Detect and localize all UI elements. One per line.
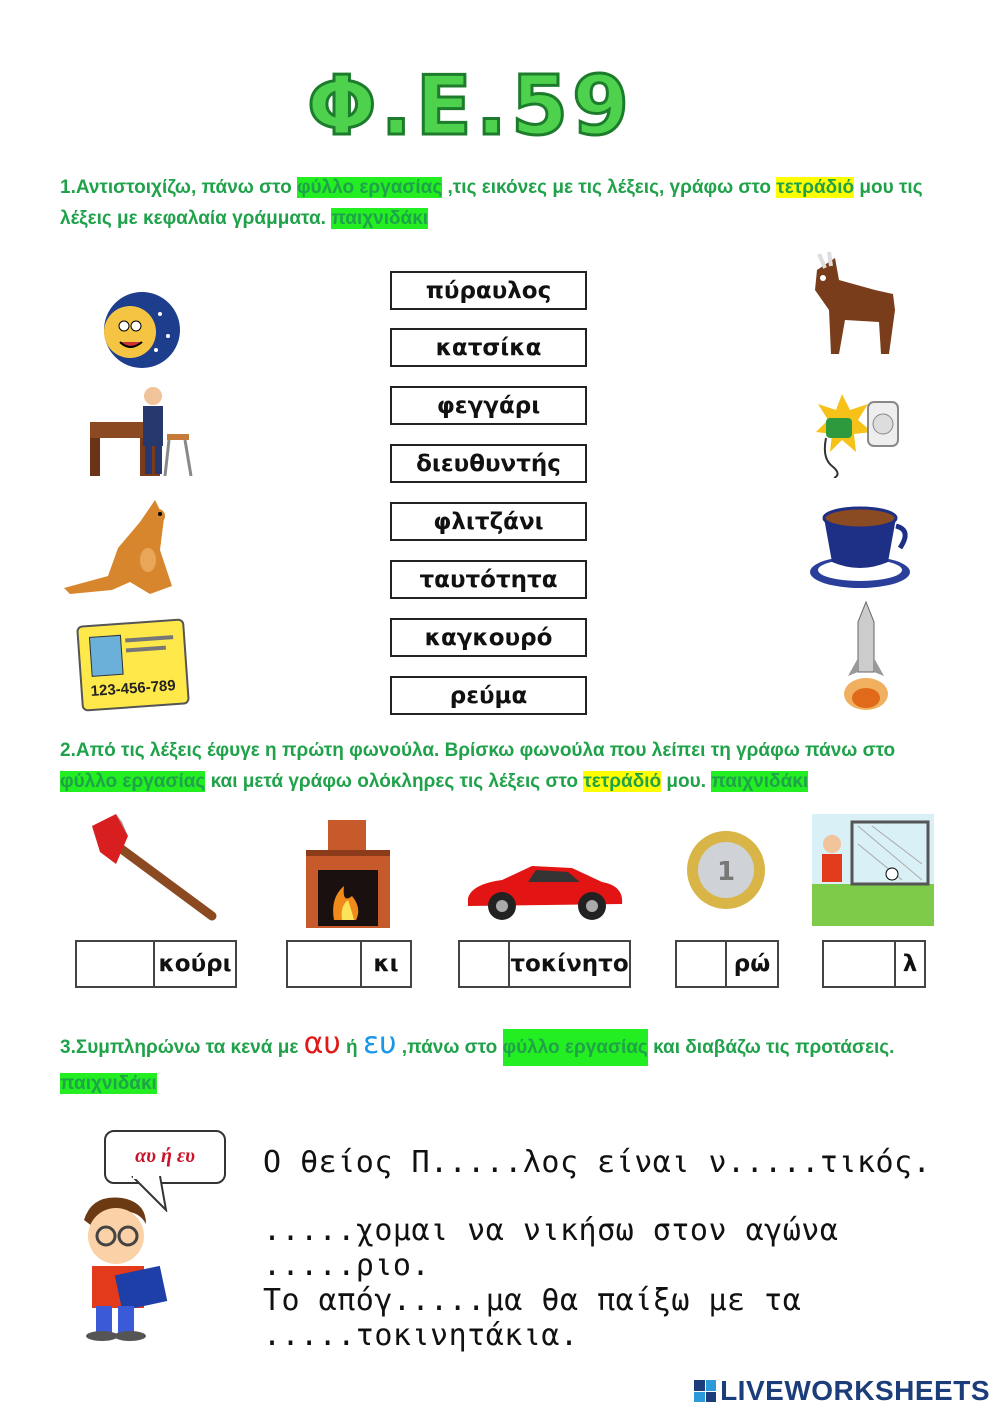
word-box-7[interactable]: καγκουρό [390, 618, 587, 657]
boy-reading-picture [62, 1190, 174, 1342]
director-picture [85, 382, 195, 482]
moon-picture [100, 288, 185, 373]
cup-picture [808, 496, 913, 592]
sentence-3: Το απόγ.....μα θα παίξω με τα .....τοκινητάκια. [263, 1283, 802, 1353]
answer-row-4 [675, 940, 779, 988]
answer-blank-2[interactable] [288, 942, 362, 986]
instruction-1: 1.Αντιστοιχίζω, πάνω στο φύλλο εργασίας ,τις εικόνες με τις λέξεις, γράφω στο τετράδιό μου τις λέξεις με κεφαλαία γράμματα. παιχνιδάκι [60, 177, 923, 229]
answer-suffix-3: τοκίνητο [510, 951, 629, 977]
svg-text:1: 1 [716, 857, 736, 887]
word-box-8[interactable]: ρεύμα [390, 676, 587, 715]
answer-blank-1[interactable] [77, 942, 155, 986]
word-box-3[interactable]: φεγγάρι [390, 386, 587, 425]
notebook-highlight-2: τετράδιό [583, 771, 662, 792]
id-card-picture [76, 618, 190, 711]
link-worksheet-3[interactable]: φύλλο εργασίας [503, 1029, 648, 1066]
answer-blank-3[interactable] [460, 942, 510, 986]
id-photo [89, 635, 124, 677]
answer-blank-4[interactable] [677, 942, 727, 986]
answer-row-1 [75, 940, 237, 988]
liveworksheets-logo [694, 1375, 990, 1407]
instruction-3: 3.Συμπληρώνω τα κενά με αυ ή ευ ,πάνω στο φύλλο εργασίας και διαβάζω τις προτάσεις. παιχνιδάκι [60, 1026, 895, 1094]
goat-picture [805, 250, 900, 360]
eu-label: ευ [362, 1026, 397, 1061]
worksheet-title [225, 62, 715, 152]
car-picture [462, 856, 627, 926]
game-link-3[interactable]: παιχνιδάκι [60, 1073, 157, 1094]
rocket-picture [836, 598, 896, 716]
electric-plug-picture [812, 388, 902, 478]
link-worksheet-1[interactable]: φύλλο εργασίας [296, 177, 443, 198]
word-box-6[interactable]: ταυτότητα [390, 560, 587, 599]
game-link-2[interactable]: παιχνιδάκι [711, 771, 809, 792]
fireplace-picture [304, 820, 392, 930]
word-box-5[interactable]: φλιτζάνι [390, 502, 587, 541]
au-label: αυ [303, 1026, 341, 1061]
notebook-highlight-1: τετράδιό [776, 177, 855, 198]
speech-bubble: αυ ή ευ [104, 1130, 226, 1184]
answer-blank-5[interactable] [824, 942, 896, 986]
kangaroo-picture [60, 490, 190, 605]
answer-row-3 [458, 940, 631, 988]
sentence-2: .....χομαι να νικήσω στον αγώνα .....ριο. [263, 1213, 839, 1283]
sentence-1: Ο θείος Π.....λος είναι ν.....τικός. [263, 1145, 932, 1180]
link-worksheet-2[interactable]: φύλλο εργασίας [60, 771, 206, 792]
word-box-4[interactable]: διευθυντής [390, 444, 587, 483]
answer-suffix-2: κι [373, 951, 399, 977]
answer-row-5 [822, 940, 926, 988]
liveworksheets-logo-icon [694, 1380, 716, 1402]
goal-picture [812, 814, 934, 926]
answer-suffix-4: ρώ [733, 951, 771, 977]
euro-coin-picture [685, 828, 767, 912]
answer-row-2 [286, 940, 412, 988]
answer-suffix-5: λ [902, 951, 918, 977]
game-link-1[interactable]: παιχνιδάκι [331, 208, 429, 229]
answer-suffix-1: κούρι [158, 951, 232, 977]
id-number: 123-456-789 [90, 677, 177, 700]
title-text: Φ.Ε.59 [306, 62, 634, 152]
instruction-2: 2.Από τις λέξεις έφυγε η πρώτη φωνούλα. Βρίσκω φωνούλα που λείπει τη γράφω πάνω στο φύλλο εργασίας και μετά γράφω ολόκληρες τις λέξεις στο τετράδιό μου. παιχνιδάκι [60, 740, 896, 792]
word-box-2[interactable]: κατσίκα [390, 328, 587, 367]
word-box-1[interactable]: πύραυλος [390, 271, 587, 310]
axe-picture [86, 812, 221, 924]
liveworksheets-logo-text: LIVEWORKSHEETS [720, 1375, 990, 1406]
